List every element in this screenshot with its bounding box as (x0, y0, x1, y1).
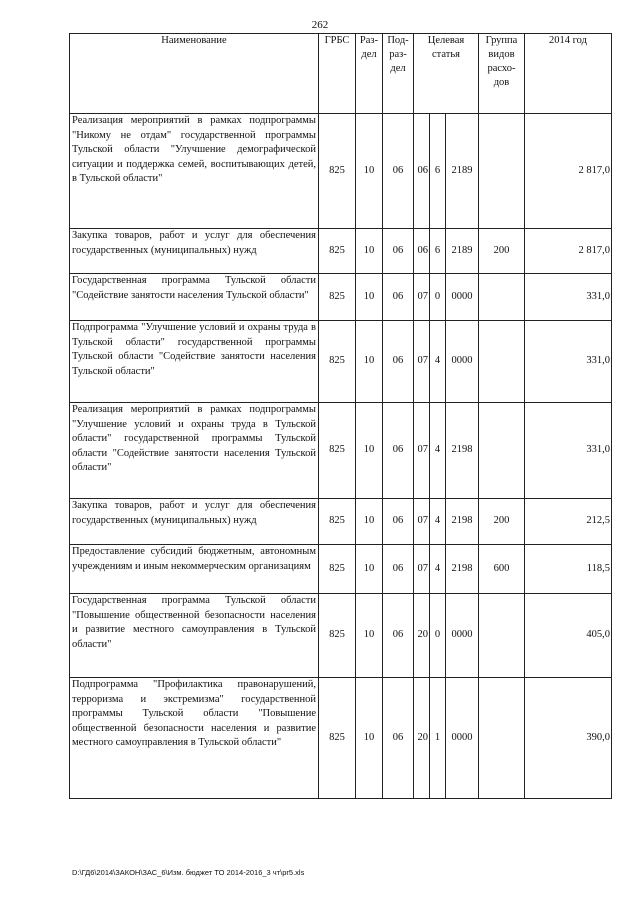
row-cs-code: 0000 (446, 321, 479, 403)
table-row (70, 594, 612, 678)
row-podrazdel: 06 (383, 403, 414, 499)
row-cs-subprogram: 6 (430, 229, 446, 274)
header-podrazdel: Под- раз- дел (383, 34, 414, 114)
row-vid-rashodov (479, 321, 525, 403)
table-row (70, 114, 612, 229)
row-amount: 2 817,0 (525, 229, 612, 274)
row-cs-subprogram: 4 (430, 499, 446, 545)
page-number: 262 (311, 19, 329, 31)
row-name: Государственная программа Тульской области "Повышение общественной безопасности населения и развитие местного самоуправления в Тульской области" (70, 594, 319, 678)
row-grbs: 825 (319, 594, 356, 678)
row-razdel: 10 (356, 499, 383, 545)
row-grbs: 825 (319, 321, 356, 403)
row-cs-code: 0000 (446, 678, 479, 799)
row-cs-program: 20 (414, 678, 430, 799)
row-cs-program: 07 (414, 403, 430, 499)
row-razdel: 10 (356, 274, 383, 321)
row-amount: 2 817,0 (525, 114, 612, 229)
row-name: Закупка товаров, работ и услуг для обеспечения государственных (муниципальных) нужд (70, 499, 319, 545)
row-cs-program: 07 (414, 274, 430, 321)
header-gruppa: Группа видов расхо- дов (479, 34, 525, 114)
row-grbs: 825 (319, 403, 356, 499)
row-cs-code: 2198 (446, 545, 479, 594)
row-cs-program: 07 (414, 545, 430, 594)
header-row (70, 34, 612, 114)
row-cs-code: 2189 (446, 229, 479, 274)
row-cs-program: 07 (414, 321, 430, 403)
row-podrazdel: 06 (383, 678, 414, 799)
row-amount: 390,0 (525, 678, 612, 799)
row-cs-program: 20 (414, 594, 430, 678)
row-grbs: 825 (319, 499, 356, 545)
row-podrazdel: 06 (383, 545, 414, 594)
row-cs-subprogram: 4 (430, 545, 446, 594)
row-amount: 405,0 (525, 594, 612, 678)
table-row (70, 229, 612, 274)
row-podrazdel: 06 (383, 229, 414, 274)
header-celevaya: Целевая статья (414, 34, 479, 114)
row-razdel: 10 (356, 545, 383, 594)
row-amount: 118,5 (525, 545, 612, 594)
row-grbs: 825 (319, 274, 356, 321)
table-row (70, 545, 612, 594)
header-name: Наименование (70, 34, 319, 114)
row-grbs: 825 (319, 678, 356, 799)
row-cs-subprogram: 4 (430, 403, 446, 499)
row-cs-program: 06 (414, 229, 430, 274)
row-vid-rashodov (479, 274, 525, 321)
row-name: Предоставление субсидий бюджетным, автономным учреждениям и иным некоммерческим организациям (70, 545, 319, 594)
row-name: Государственная программа Тульской области "Содействие занятости населения Тульской области" (70, 274, 319, 321)
row-grbs: 825 (319, 114, 356, 229)
table-row (70, 499, 612, 545)
row-vid-rashodov (479, 403, 525, 499)
header-year: 2014 год (525, 34, 612, 114)
row-cs-subprogram: 4 (430, 321, 446, 403)
row-podrazdel: 06 (383, 499, 414, 545)
row-cs-code: 0000 (446, 274, 479, 321)
row-grbs: 825 (319, 229, 356, 274)
row-cs-subprogram: 1 (430, 678, 446, 799)
table-row (70, 403, 612, 499)
row-name: Закупка товаров, работ и услуг для обеспечения государственных (муниципальных) нужд (70, 229, 319, 274)
row-amount: 212,5 (525, 499, 612, 545)
budget-table (69, 33, 612, 799)
table-row (70, 321, 612, 403)
table-row (70, 678, 612, 799)
header-razdel: Раз- дел (356, 34, 383, 114)
row-vid-rashodov (479, 594, 525, 678)
row-cs-code: 2198 (446, 403, 479, 499)
row-razdel: 10 (356, 229, 383, 274)
row-cs-subprogram: 0 (430, 594, 446, 678)
row-cs-subprogram: 0 (430, 274, 446, 321)
row-podrazdel: 06 (383, 114, 414, 229)
row-vid-rashodov (479, 114, 525, 229)
row-razdel: 10 (356, 403, 383, 499)
row-razdel: 10 (356, 594, 383, 678)
row-amount: 331,0 (525, 274, 612, 321)
row-cs-code: 2189 (446, 114, 479, 229)
row-cs-code: 2198 (446, 499, 479, 545)
row-name: Подпрограмма "Профилактика правонарушений, терроризма и экстремизма" государственной программы Тульской области "Повышение общественной безопасности населения и развитие местного самоуправления в Тульской области" (70, 678, 319, 799)
row-podrazdel: 06 (383, 594, 414, 678)
row-grbs: 825 (319, 545, 356, 594)
row-podrazdel: 06 (383, 321, 414, 403)
row-cs-subprogram: 6 (430, 114, 446, 229)
row-name: Реализация мероприятий в рамках подпрограммы "Никому не отдам" государственной программы Тульской области "Улучшение демографической ситуации и поддержка семей, воспитывающих детей, в Тульской области" (70, 114, 319, 229)
row-amount: 331,0 (525, 403, 612, 499)
row-razdel: 10 (356, 114, 383, 229)
row-name: Реализация мероприятий в рамках подпрограммы "Улучшение условий и охраны труда в Тульской области" государственной программы Тульской области "Содействие занятости населения Тульской области" (70, 403, 319, 499)
row-cs-program: 07 (414, 499, 430, 545)
header-grbs: ГРБС (319, 34, 356, 114)
row-podrazdel: 06 (383, 274, 414, 321)
row-vid-rashodov: 200 (479, 229, 525, 274)
row-vid-rashodov (479, 678, 525, 799)
row-razdel: 10 (356, 678, 383, 799)
row-vid-rashodov: 200 (479, 499, 525, 545)
row-cs-program: 06 (414, 114, 430, 229)
row-vid-rashodov: 600 (479, 545, 525, 594)
table-row (70, 274, 612, 321)
row-name: Подпрограмма "Улучшение условий и охраны труда в Тульской области" государственной программы Тульской области "Содействие занятости населения Тульской области" (70, 321, 319, 403)
row-amount: 331,0 (525, 321, 612, 403)
row-razdel: 10 (356, 321, 383, 403)
row-cs-code: 0000 (446, 594, 479, 678)
file-path-footer: D:\ГД6\2014\ЗАКОН\ЗАС_6\Изм. бюджет ТО 2014-2016_3 чт\pr5.xls (72, 868, 305, 877)
